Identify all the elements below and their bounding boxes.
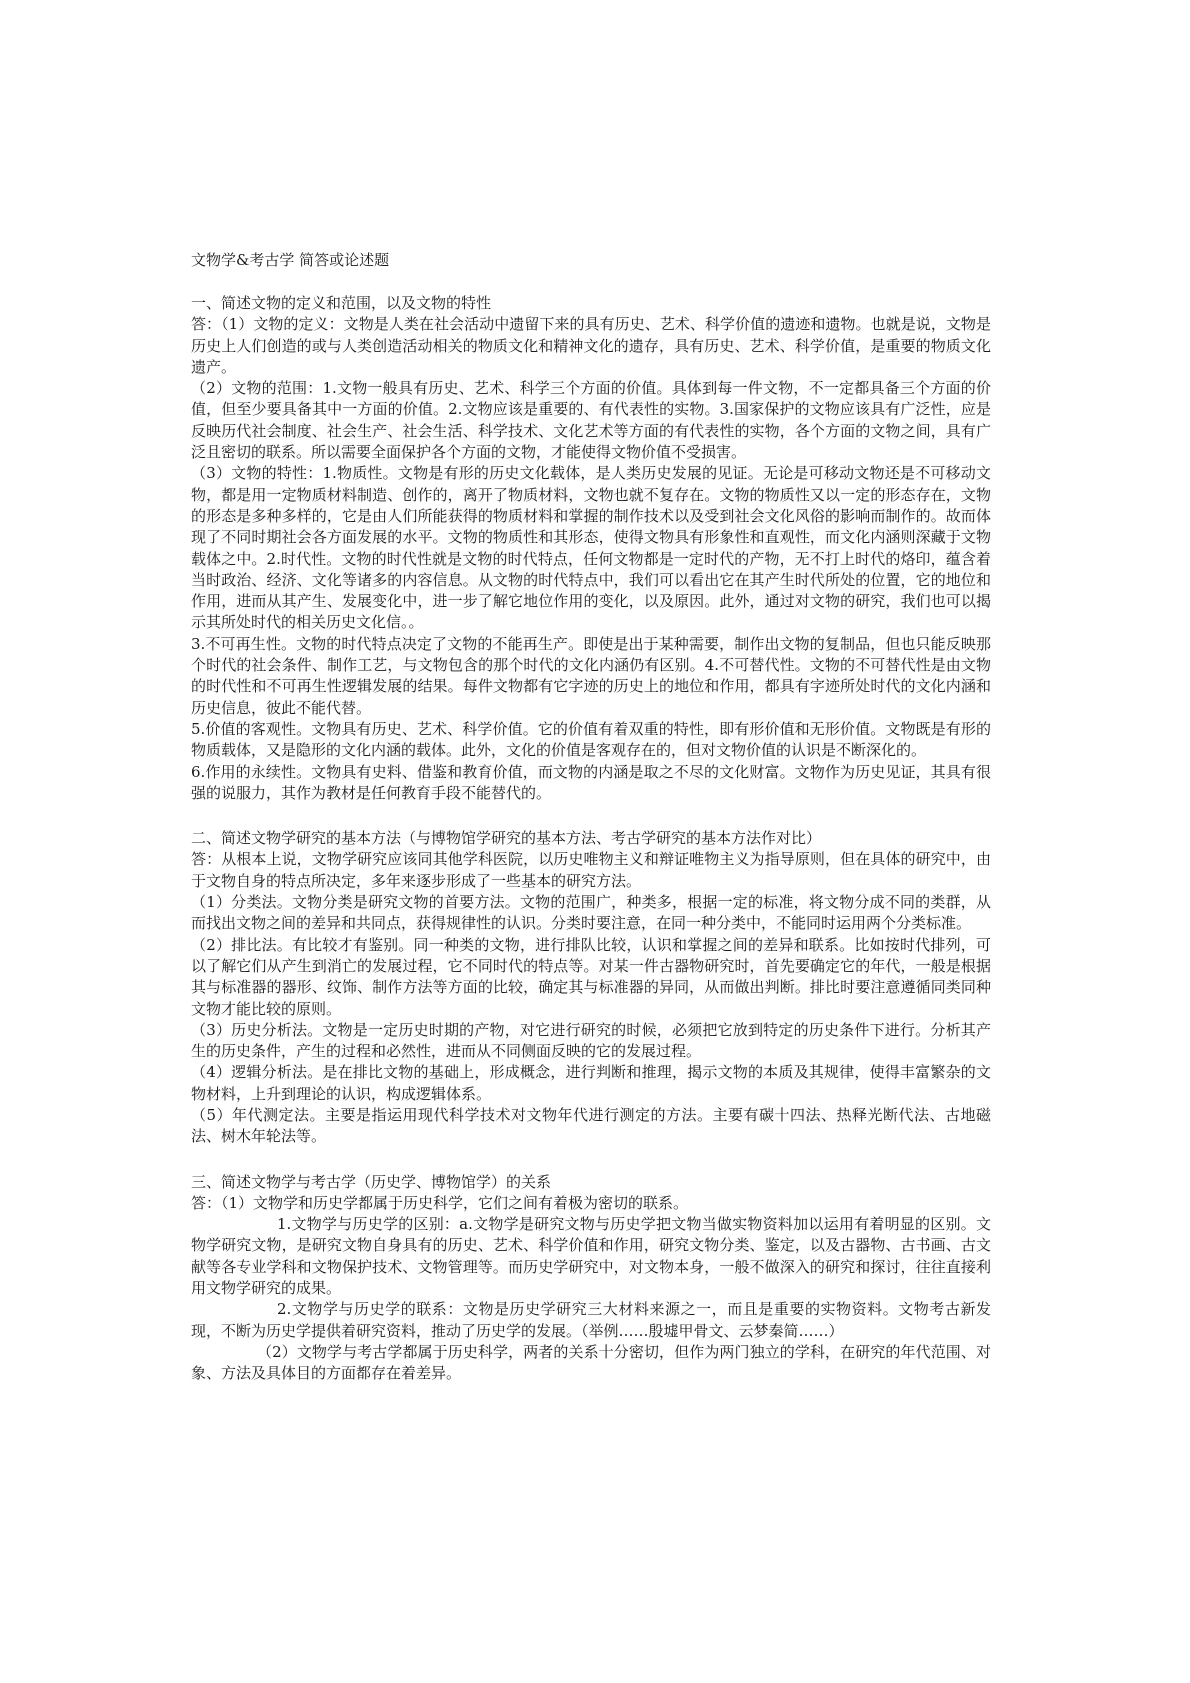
document-page [191, 250, 991, 1409]
section-3 [191, 1172, 991, 1385]
paragraph: （3）文物的特性：1.物质性。文物是有形的历史文化载体，是人类历史发展的见证。无论是可移动文物还是不可移动文物，都是用一定物质材料制造、创作的，离开了物质材料，文物也就不复存在。文物的物质性又以一定的形态存在，文物的形态是多种多样的，它是由人们所能获得的物质材料和掌握的制作技术以及受到社会文化风俗的影响而制作的。故而体现了不同时期社会各方面发展的水平。文物的物质性和其形态，使得文物具有形象性和直观性，而文化内涵则深藏于文物载体之中。2.时代性。文物的时代性就是文物的时代特点，任何文物都是一定时代的产物，无不打上时代的烙印，蕴含着当时政治、经济、文化等诸多的内容信息。从文物的时代特点中，我们可以看出它在其产生时代所处的位置，它的地位和作用，进而从其产生、发展变化中，进一步了解它地位作用的变化，以及原因。此外，通过对文物的研究，我们也可以揭示其所处时代的相关历史文化信。。 [191, 464, 991, 632]
paragraph: 6.作用的永续性。文物具有史料、借鉴和教育价值，而文物的内涵是取之不尽的文化财富。文物作为历史见证，其具有很强的说服力，其作为教材是任何教育手段不能替代的。 [191, 762, 991, 802]
section-heading: 三、简述文物学与考古学（历史学、博物馆学）的关系 [191, 1172, 552, 1191]
paragraph: （1）分类法。文物分类是研究文物的首要方法。文物的范围广，种类多，根据一定的标准，将文物分成不同的类群，从而找出文物之间的差异和共同点，获得规律性的认识。分类时要注意，在同一种分类中，不能同时运用两个分类标准。 [191, 893, 991, 933]
paragraph: （5）年代测定法。主要是指运用现代科学技术对文物年代进行测定的方法。主要有碳十四法、热释光断代法、古地磁法、树木年轮法等。 [191, 1105, 991, 1146]
paragraph: （2）文物的范围：1.文物一般具有历史、艺术、科学三个方面的价值。具体到每一件文物，不一定都具备三个方面的价值，但至少要具备其中一方面的价值。2.文物应该是重要的、有代表性的实物。3.国家保护的文物应该具有广泛性，应是反映历代社会制度、社会生产、社会生活、科学技术、文化艺术等方面的有代表性的实物，各个方面的文物之间，具有广泛且密切的联系。所以需要全面保护各个方面的文物，才能使得文物价值不受损害。 [191, 379, 991, 462]
paragraph: （4）逻辑分析法。是在排比文物的基础上，形成概念，进行判断和推理，揭示文物的本质及其规律，使得丰富繁杂的文物材料，上升到理论的认识，构成逻辑体系。 [191, 1063, 991, 1103]
paragraph: 答：从根本上说，文物学研究应该同其他学科医院，以历史唯物主义和辩证唯物主义为指导原则，但在具体的研究中，由于文物自身的特点所决定，多年来逐步形成了一些基本的研究方法。 [191, 850, 991, 890]
paragraph: 答：（1）文物的定义：文物是人类在社会活动中遗留下来的具有历史、艺术、科学价值的遗迹和遗物。也就是说，文物是历史上人们创造的或与人类创造活动相关的物质文化和精神文化的遗存，具有历史、艺术、科学价值，是重要的物质文化遗产。 [191, 315, 991, 376]
section-1 [191, 293, 991, 804]
paragraph: 5.价值的客观性。文物具有历史、艺术、科学价值。它的价值有着双重的特性，即有形价值和无形价值。文物既是有形的物质载体，又是隐形的文化内涵的载体。此外，文化的价值是客观存在的，但对文物价值的认识是不断深化的。 [191, 719, 991, 760]
paragraph: 2.文物学与历史学的联系：文物是历史学研究三大材料来源之一，而且是重要的实物资料。文物考古新发现，不断为历史学提供着研究资料，推动了历史学的发展。（举例……殷墟甲骨文、云梦秦简……） [191, 1300, 991, 1340]
paragraph: 3.不可再生性。文物的时代特点决定了文物的不能再生产。即使是出于某种需要，制作出文物的复制品，但也只能反映那个时代的社会条件、制作工艺，与文物包含的那个时代的文化内涵仍有区别。4.不可替代性。文物的不可替代性是由文物的时代性和不可再生性逻辑发展的结果。每件文物都有它字迹的历史上的地位和作用，都具有字迹所处时代的文化内涵和历史信息，彼此不能代替。 [191, 634, 991, 717]
paragraph: 答：（1）文物学和历史学都属于历史科学，它们之间有着极为密切的联系。 [191, 1193, 689, 1212]
section-heading: 二、简述文物学研究的基本方法（与博物馆学研究的基本方法、考古学研究的基本方法作对比） [191, 829, 822, 848]
paragraph: 1.文物学与历史学的区别：a.文物学是研究文物与历史学把文物当做实物资料加以运用有着明显的区别。文物学研究文物，是研究文物自身具有的历史、艺术、科学价值和作用，研究文物分类、鉴定，以及古器物、古书画、古文献等各专业学科和文物保护技术、文物管理等。而历史学研究中，对文物本身，一般不做深入的研究和探讨，往往直接利用文物学研究的成果。 [191, 1215, 991, 1298]
section-heading: 一、简述文物的定义和范围，以及文物的特性 [191, 294, 492, 312]
document-title: 文物学&考古学 简答或论述题 [191, 251, 390, 269]
section-2 [191, 828, 991, 1147]
paragraph: （2）文物学与考古学都属于历史科学，两者的关系十分密切，但作为两门独立的学科，在研究的年代范围、对象、方法及具体目的方面都存在着差异。 [191, 1342, 991, 1383]
paragraph: （3）历史分析法。文物是一定历史时期的产物，对它进行研究的时候，必须把它放到特定的历史条件下进行。分析其产生的历史条件，产生的过程和必然性，进而从不同侧面反映的它的发展过程。 [191, 1020, 991, 1061]
paragraph: （2）排比法。有比较才有鉴别。同一种类的文物，进行排队比较，认识和掌握之间的差异和联系。比如按时代排列，可以了解它们从产生到消亡的发展过程，它不同时代的特点等。对某一件古器物研究时，首先要确定它的年代，一般是根据其与标准器的器形、纹饰、制作方法等方面的比较，确定其与标准器的异同，从而做出判断。排比时要注意遵循同类同种文物才能比较的原则。 [191, 935, 991, 1018]
